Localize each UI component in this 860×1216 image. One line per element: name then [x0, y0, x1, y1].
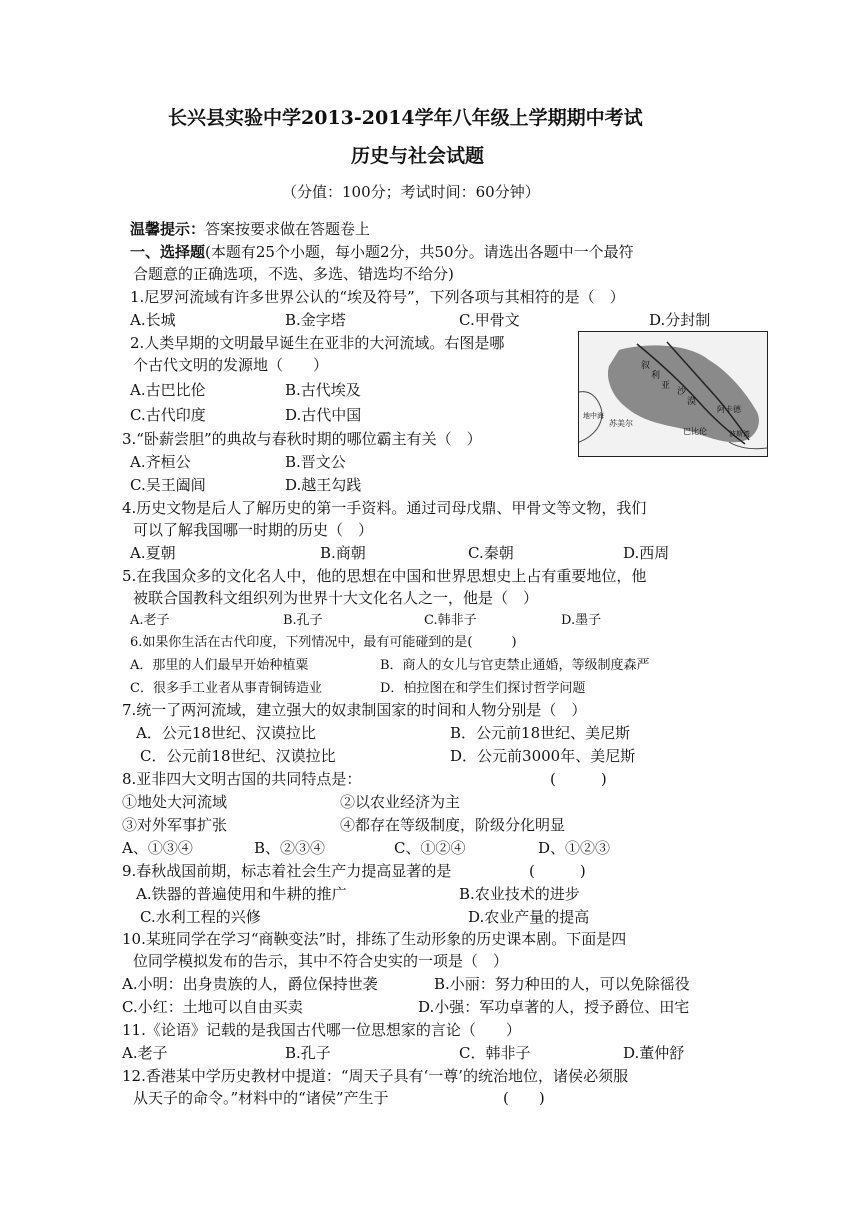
q3-stem: 3.“卧薪尝胆”的典故与春秋时期的哪位霸主有关（ ） — [122, 430, 482, 448]
q11-option-c: C．韩非子 — [459, 1044, 531, 1062]
q2-option-d: D.古代中国 — [285, 406, 362, 424]
q9-option-c: C.水利工程的兴修 — [140, 908, 261, 926]
q12-answer-bracket: ( ) — [503, 1089, 545, 1107]
q4-stem-1: 4.历史文物是后人了解历史的第一手资料。通过司母戊鼎、甲骨文等文物，我们 — [122, 499, 647, 517]
q2-stem-1: 2.人类早期的文明最早诞生在亚非的大河流域。右图是哪 — [130, 334, 505, 352]
map-label: 巴比伦 — [683, 427, 707, 436]
q5-option-b: B.孔子 — [283, 613, 323, 628]
section-intro — [130, 242, 634, 262]
q4-option-c: C.秦朝 — [468, 544, 514, 562]
q4-option-b: B.商朝 — [320, 544, 366, 562]
q12-stem-1: 12.香港某中学历史教材中提道：“周天子具有‘一尊’的统治地位，诸侯必须服 — [122, 1067, 629, 1085]
q10-stem-2: 位同学模拟发布的告示，其中不符合史实的一项是（ ） — [133, 952, 509, 970]
q9-option-b: B.农业技术的进步 — [459, 885, 580, 903]
q6-option-d: D．柏拉图在和学生们探讨哲学问题 — [380, 681, 586, 696]
score-info: （分值：100分；考试时间：60分钟） — [282, 183, 540, 201]
q6-option-c: C．很多手工业者从事青铜铸造业 — [130, 681, 322, 696]
q6-option-b: B．商人的女儿与官吏禁止通婚，等级制度森严 — [380, 658, 650, 673]
q8-answer-bracket: ( ) — [550, 770, 607, 788]
q1-stem: 1.尼罗河流域有许多世界公认的“埃及符号”，下列各项与其相符的是（ ） — [130, 288, 625, 306]
q6-option-a: A．那里的人们最早开始种植粟 — [130, 658, 309, 673]
q8-item-2: ②以农业经济为主 — [340, 793, 461, 811]
q7-option-a: A．公元18世纪、汉谟拉比 — [136, 724, 316, 742]
q1-option-c: C.甲骨文 — [459, 311, 520, 329]
q2-stem-2: 个古代文明的发源地（ ） — [133, 356, 329, 374]
section-intro-2: 合题意的正确选项，不选、多选、错选均不给分) — [133, 265, 454, 283]
q8-option-a: A、①③④ — [122, 839, 193, 857]
q9-stem: 9.春秋战国前期，标志着社会生产力提高显著的是 — [122, 862, 452, 880]
q3-option-d: D.越王勾践 — [285, 476, 362, 494]
q10-option-b: B.小丽：努力种田的人，可以免除徭役 — [434, 975, 690, 993]
q8-item-4: ④都存在等级制度，阶级分化明显 — [340, 816, 566, 834]
q8-item-1: ①地处大河流域 — [122, 793, 228, 811]
q2-option-a: A.古巴比伦 — [130, 381, 206, 399]
mesopotamia-map — [578, 331, 768, 457]
q10-stem-1: 10.某班同学在学习“商鞅变法”时，排练了生动形象的历史课本剧。下面是四 — [122, 930, 627, 948]
q4-stem-2: 可以了解我国哪一时期的历史（ ） — [133, 521, 374, 539]
q5-option-c: C.韩非子 — [424, 613, 477, 628]
q1-option-b: B.金字塔 — [285, 311, 346, 329]
q4-option-a: A.夏朝 — [130, 544, 176, 562]
q9-option-d: D.农业产量的提高 — [468, 908, 590, 926]
q9-option-a: A.铁器的普遍使用和牛耕的推广 — [136, 885, 347, 903]
map-label: 波斯湾 — [729, 430, 750, 438]
q7-option-b: B．公元前18世纪、美尼斯 — [450, 724, 631, 742]
q5-stem-1: 5.在我国众多的文化名人中，他的思想在中国和世界思想史上占有重要地位，他 — [122, 567, 647, 585]
q12-stem-2: 从天子的命令。”材料中的“诸侯”产生于 — [133, 1089, 389, 1107]
q8-option-b: B、②③④ — [254, 839, 326, 857]
page-subtitle: 历史与社会试题 — [351, 145, 485, 167]
q3-option-b: B.晋文公 — [285, 453, 346, 471]
q10-option-d: D.小强：军功卓著的人，授予爵位、田宅 — [418, 998, 690, 1016]
q11-option-a: A.老子 — [122, 1044, 168, 1062]
tip-label: 温馨提示： — [130, 220, 206, 238]
map-label: 苏美尔 — [609, 419, 633, 428]
q6-stem: 6.如果你生活在古代印度，下列情况中，最有可能碰到的是( ) — [130, 635, 517, 650]
tip-line — [130, 219, 370, 239]
q11-option-d: D.董仲舒 — [623, 1044, 685, 1062]
q7-option-c: C．公元前18世纪、汉谟拉比 — [140, 747, 336, 765]
q8-option-d: D、①②③ — [538, 839, 611, 857]
q5-stem-2: 被联合国教科文组织列为世界十大文化名人之一，他是（ ） — [133, 589, 539, 607]
q8-option-c: C、①②④ — [394, 839, 466, 857]
q3-option-c: C.吴王阖闾 — [130, 476, 206, 494]
q8-item-3: ③对外军事扩张 — [122, 816, 228, 834]
q5-option-d: D.墨子 — [561, 613, 602, 628]
q8-stem: 8.亚非四大文明古国的共同特点是： — [122, 770, 362, 788]
tip-text: 答案按要求做在答题卷上 — [205, 220, 371, 238]
map-label: 叙 — [641, 361, 651, 371]
q1-option-a: A.长城 — [130, 311, 176, 329]
q2-option-c: C.古代印度 — [130, 406, 206, 424]
q10-option-a: A.小明：出身贵族的人，爵位保持世袭 — [122, 975, 378, 993]
q2-option-b: B.古代埃及 — [285, 381, 361, 399]
q4-option-d: D.西周 — [623, 544, 670, 562]
map-label: 阿卡德 — [717, 405, 741, 414]
q3-option-a: A.齐桓公 — [130, 453, 191, 471]
map-label: 漠 — [687, 397, 697, 407]
q7-option-d: D．公元前3000年、美尼斯 — [450, 747, 636, 765]
map-label: 沙 — [677, 387, 687, 397]
q9-answer-bracket: ( ) — [529, 862, 586, 880]
q11-stem: 11.《论语》记载的是我国古代哪一位思想家的言论（ ） — [122, 1021, 521, 1039]
section-heading: 一、选择题 — [130, 243, 206, 261]
section-intro-1: (本题有25个小题，每小题2分，共50分。请选出各题中一个最符 — [205, 243, 634, 261]
page-title: 长兴县实验中学2013-2014学年八年级上学期期中考试 — [168, 107, 643, 129]
map-label: 地中海 — [583, 412, 604, 420]
q10-option-c: C.小红：土地可以自由买卖 — [122, 998, 303, 1016]
map-gulf-coast — [729, 442, 767, 449]
map-label: 利 — [651, 371, 661, 381]
q1-option-d: D.分封制 — [649, 311, 711, 329]
q11-option-b: B.孔子 — [285, 1044, 331, 1062]
q7-stem: 7.统一了两河流域，建立强大的奴隶制国家的时间和人物分别是（ ） — [122, 701, 587, 719]
map-label: 亚 — [661, 381, 671, 391]
q5-option-a: A.老子 — [130, 613, 170, 628]
map-drawing — [579, 332, 767, 456]
